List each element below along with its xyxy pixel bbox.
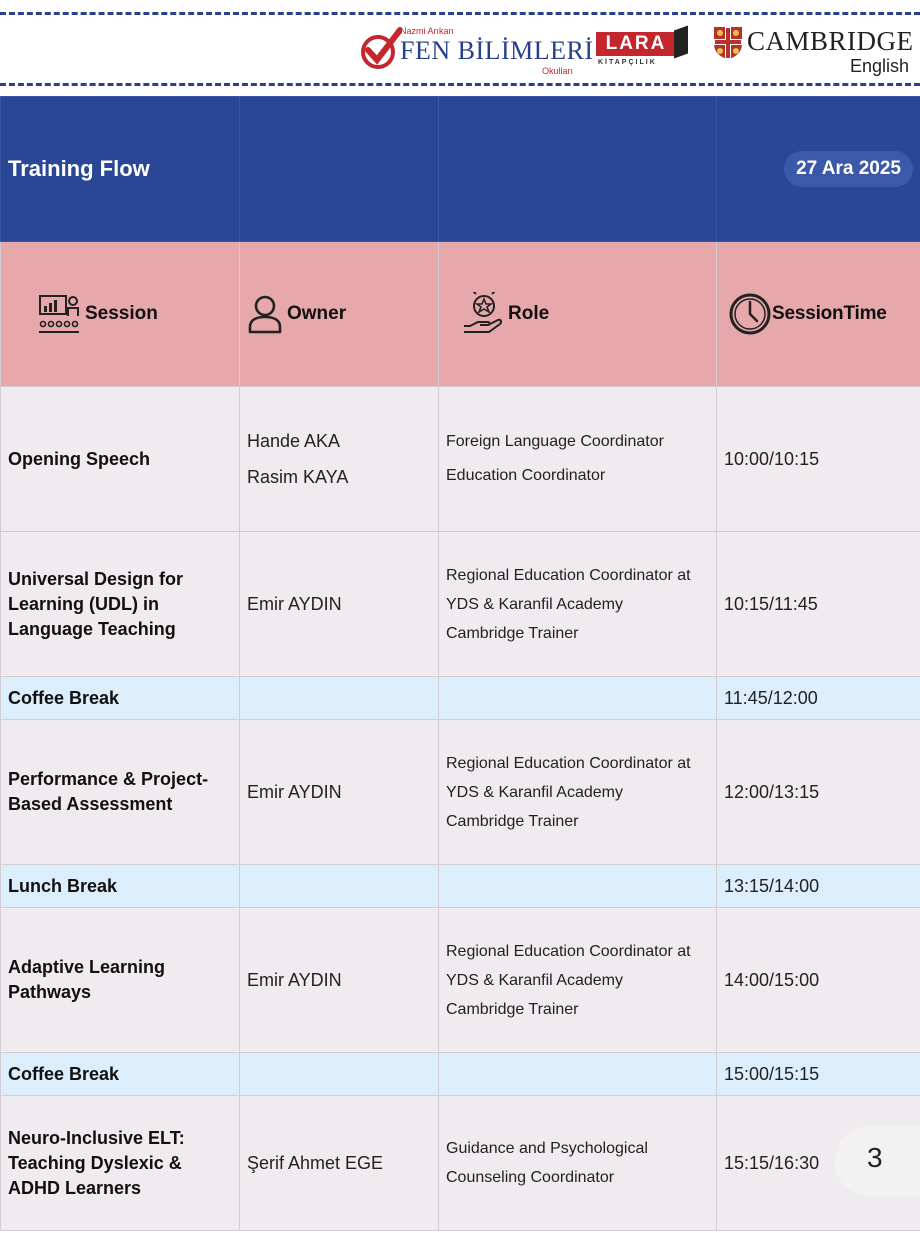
break-row — [1, 1053, 920, 1096]
title-row — [1, 97, 920, 242]
time-cell: 10:00/10:15 — [717, 387, 920, 532]
role-line: Regional Education Coordinator at — [446, 942, 691, 960]
session-cell: Coffee Break — [1, 677, 240, 720]
empty-cell — [439, 1053, 717, 1096]
role-line: Guidance and Psychological — [446, 1140, 648, 1157]
role-line: YDS & Karanfil Academy — [446, 971, 623, 989]
role-line: Cambridge Trainer — [446, 1000, 579, 1018]
role-cell — [439, 387, 717, 532]
session-cell: Coffee Break — [1, 1053, 240, 1096]
owner-name: Emir AYDIN — [247, 594, 342, 614]
empty-cell — [240, 865, 439, 908]
empty-cell — [439, 677, 717, 720]
logo-header — [0, 0, 920, 96]
time-cell: 14:00/15:00 — [717, 908, 920, 1053]
owner-cell — [240, 387, 439, 532]
owner-name: Emir AYDIN — [247, 970, 342, 990]
page-number: 3 — [867, 1142, 883, 1173]
owner-name: Rasim KAYA — [247, 467, 349, 487]
fen-logo-small-text: Nazmi Arıkan — [400, 26, 454, 36]
page-number-badge — [835, 1126, 920, 1196]
person-icon — [247, 294, 283, 334]
role-line: Regional Education Coordinator at — [446, 566, 691, 584]
top-dashed-line — [0, 12, 920, 15]
owner-cell — [240, 1096, 439, 1231]
title-empty-cell — [439, 97, 717, 242]
time-cell: 11:45/12:00 — [717, 677, 920, 720]
time-cell: 13:15/14:00 — [717, 865, 920, 908]
role-line: Counseling Coordinator — [446, 1169, 615, 1186]
book-icon — [674, 25, 688, 58]
empty-cell — [240, 1053, 439, 1096]
header-time-label: SessionTime — [772, 303, 887, 324]
role-cell — [439, 1096, 717, 1231]
page-title: Training Flow — [8, 156, 150, 181]
role-line: Cambridge Trainer — [446, 812, 579, 830]
role-cell — [439, 908, 717, 1053]
header-time — [717, 242, 920, 387]
role-line: Education Coordinator — [446, 467, 606, 484]
header-role-label: Role — [508, 303, 550, 324]
session-cell: Neuro-Inclusive ELT: Teaching Dyslexic & ADHD Learners — [1, 1096, 240, 1231]
star-hand-icon — [462, 292, 504, 336]
date-badge: 27 Ara 2025 — [784, 151, 913, 187]
role-line: Foreign Language Coordinator — [446, 433, 664, 450]
break-row — [1, 677, 920, 720]
fen-bilimleri-logo — [358, 22, 594, 78]
checkmark-logo-icon — [358, 26, 402, 70]
time-cell: 10:15/11:45 — [717, 532, 920, 677]
header-role — [439, 242, 717, 387]
role-line: Cambridge Trainer — [446, 624, 579, 642]
owner-name: Emir AYDIN — [247, 782, 342, 802]
header-owner-label: Owner — [287, 303, 347, 324]
table-row — [1, 1096, 920, 1231]
date-cell — [717, 97, 920, 242]
session-cell: Adaptive Learning Pathways — [1, 908, 240, 1053]
fen-logo-subtitle: Okulları — [542, 66, 574, 76]
table-row — [1, 720, 920, 865]
session-cell: Universal Design for Learning (UDL) in Language Teaching — [1, 532, 240, 677]
cambridge-logo — [713, 24, 913, 78]
cambridge-logo-subtitle: English — [850, 56, 910, 76]
owner-cell — [240, 532, 439, 677]
role-cell — [439, 720, 717, 865]
lara-logo — [596, 26, 690, 74]
title-empty-cell — [240, 97, 439, 242]
empty-cell — [240, 677, 439, 720]
header-owner — [240, 242, 439, 387]
role-line: Regional Education Coordinator at — [446, 754, 691, 772]
training-flow-table — [0, 96, 920, 1231]
time-cell: 12:00/13:15 — [717, 720, 920, 865]
header-session — [1, 242, 240, 387]
cambridge-logo-title: CAMBRIDGE — [747, 26, 914, 56]
session-cell: Opening Speech — [1, 387, 240, 532]
table-row — [1, 908, 920, 1053]
classroom-icon — [39, 294, 81, 334]
role-cell — [439, 532, 717, 677]
session-cell: Performance & Project-Based Assessment — [1, 720, 240, 865]
empty-cell — [439, 865, 717, 908]
bottom-dashed-line — [0, 83, 920, 86]
break-row — [1, 865, 920, 908]
header-session-label: Session — [85, 303, 158, 324]
title-cell — [1, 97, 240, 242]
owner-name: Hande AKA — [247, 431, 341, 451]
table-row — [1, 532, 920, 677]
time-cell: 15:00/15:15 — [717, 1053, 920, 1096]
owner-name: Şerif Ahmet EGE — [247, 1153, 384, 1173]
table-row — [1, 387, 920, 532]
role-line: YDS & Karanfil Academy — [446, 595, 623, 613]
lara-logo-title: LARA — [596, 32, 676, 56]
lara-logo-subtitle: KİTAPÇILIK — [598, 59, 657, 66]
owner-cell — [240, 720, 439, 865]
role-line: YDS & Karanfil Academy — [446, 783, 623, 801]
owner-cell — [240, 908, 439, 1053]
fen-logo-title: FEN BİLİMLERİ — [400, 36, 594, 65]
column-header-row — [1, 242, 920, 387]
clock-icon — [729, 293, 771, 335]
time-cell: 15:15/16:30 — [717, 1096, 920, 1231]
session-cell: Lunch Break — [1, 865, 240, 908]
shield-icon — [713, 26, 743, 60]
